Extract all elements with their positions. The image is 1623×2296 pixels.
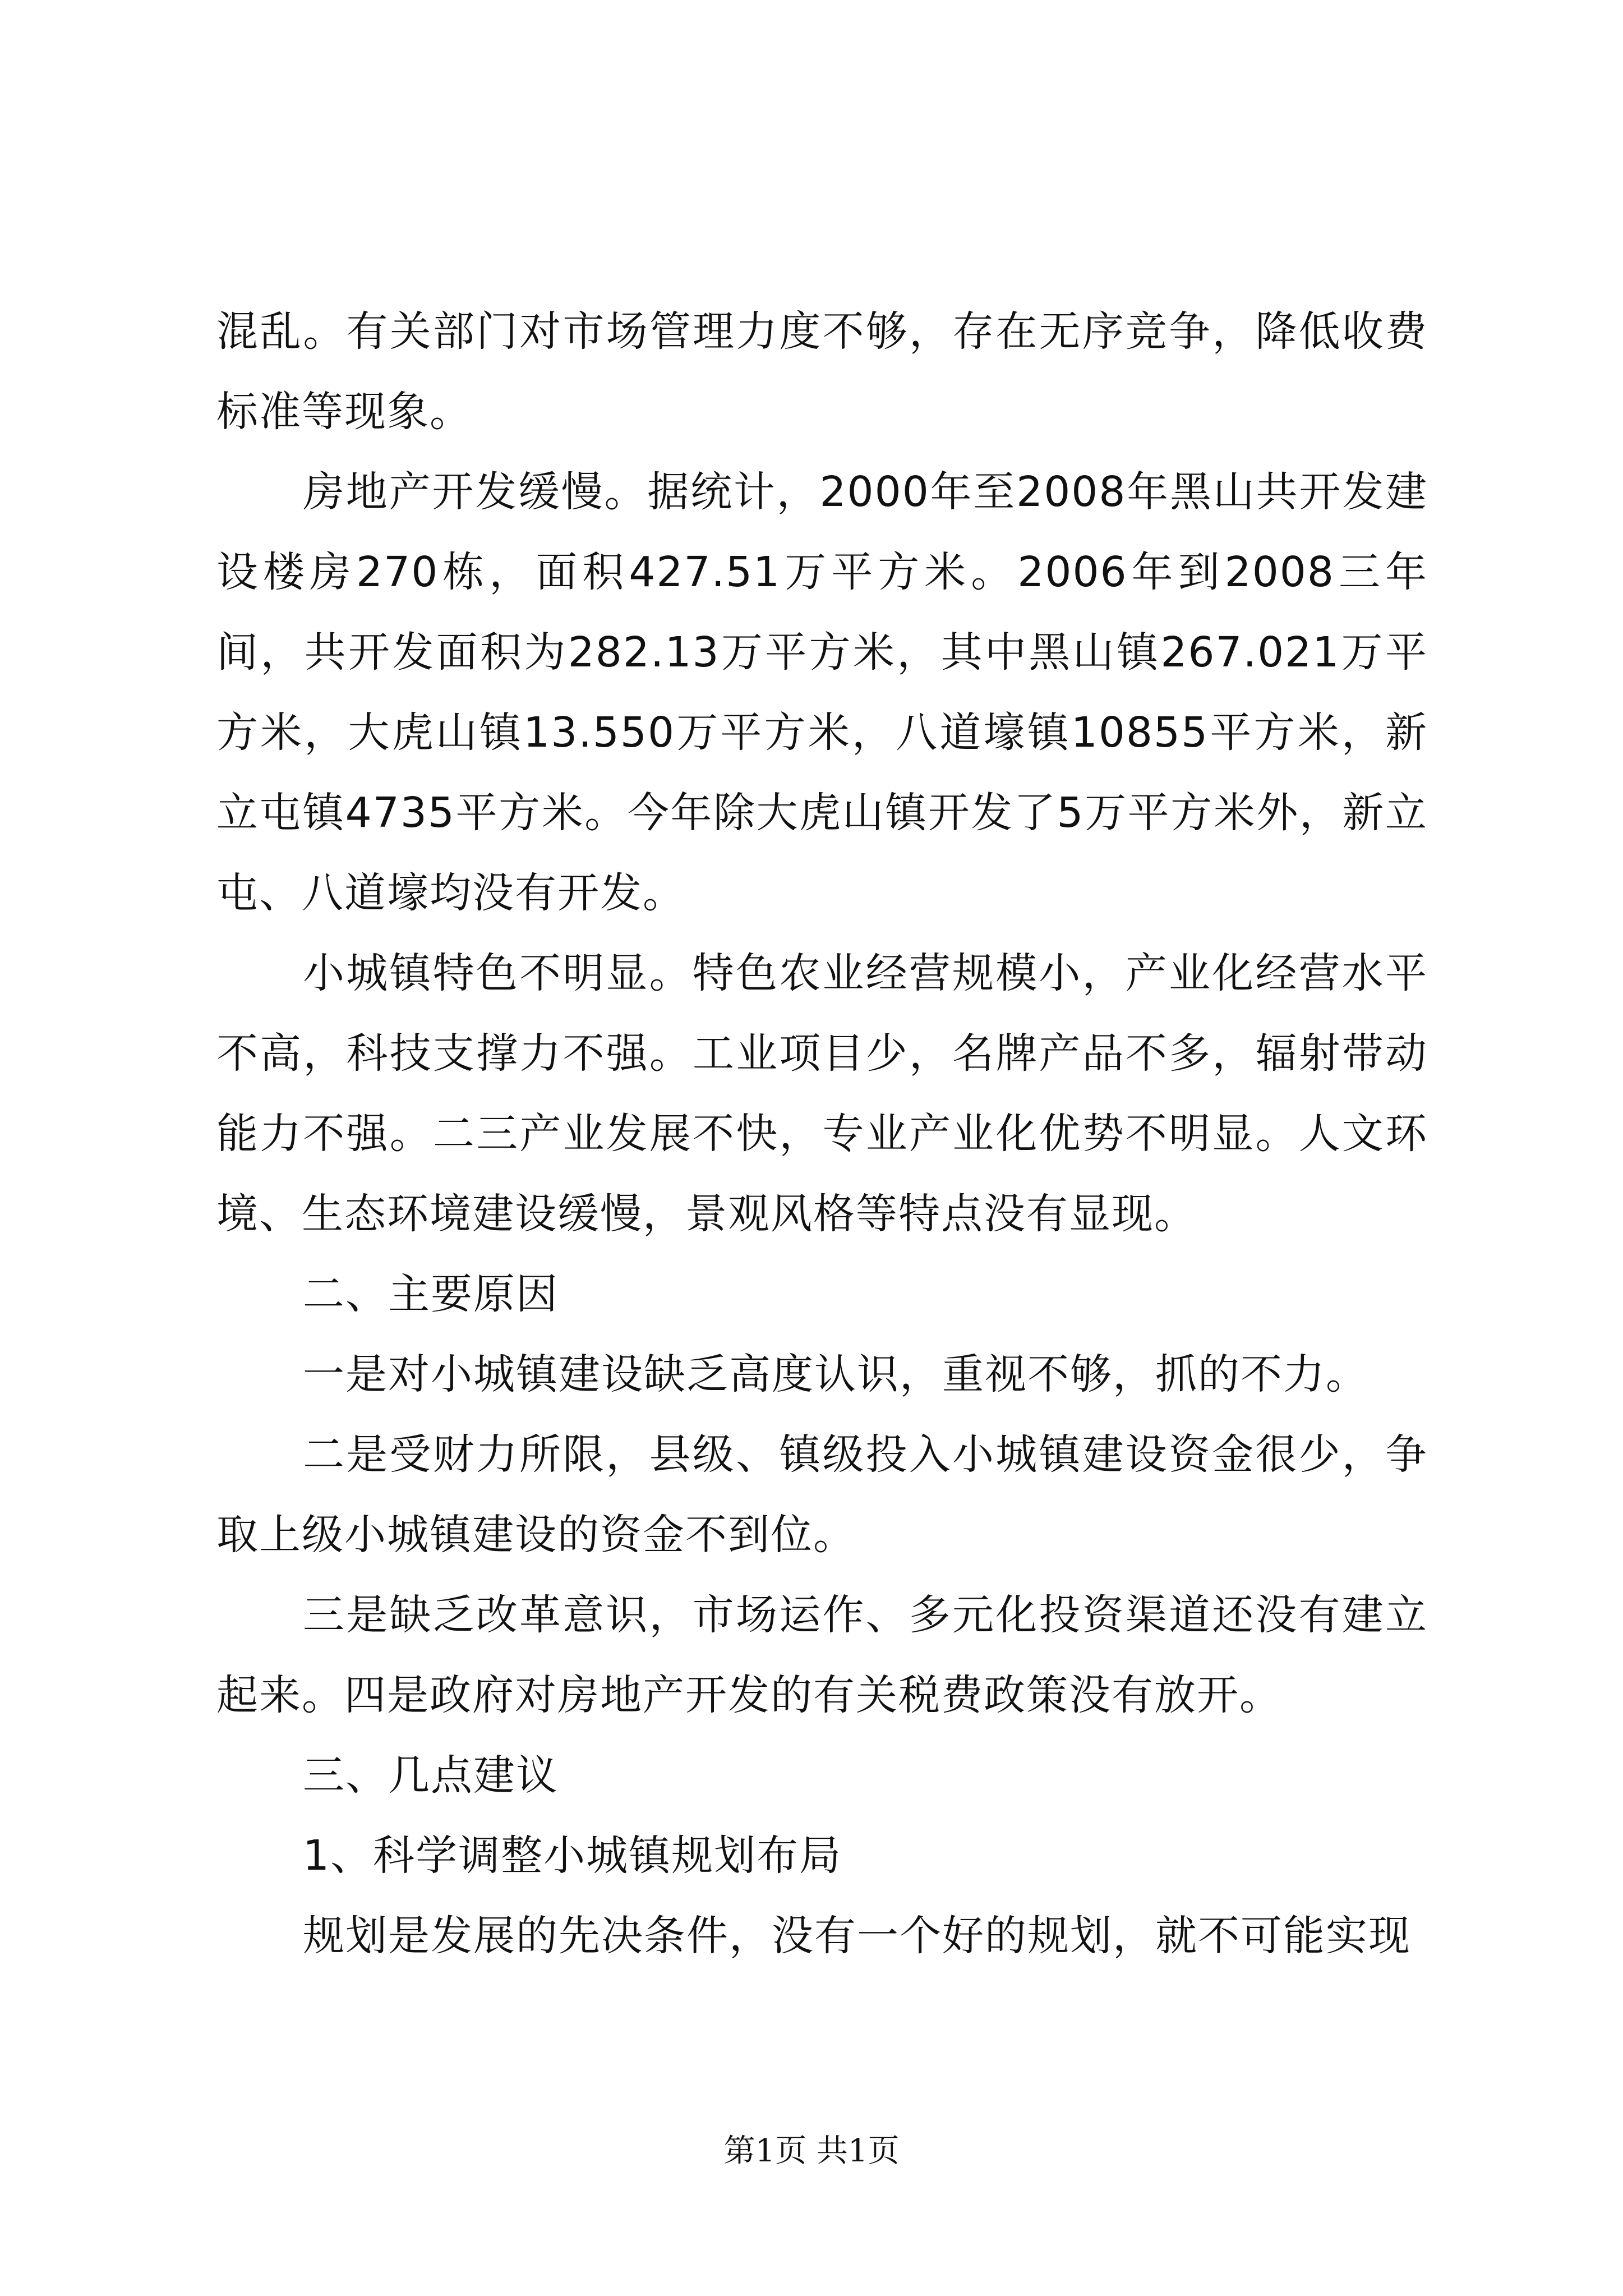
paragraph: 三是缺乏改革意识，市场运作、多元化投资渠道还没有建立起来。四是政府对房地产开发的有关税费政策没有放开。 <box>216 1591 1428 1719</box>
paragraph: 一是对小城镇建设缺乏高度认识，重视不够，抓的不力。 <box>303 1350 1368 1398</box>
paragraph: 小城镇特色不明显。特色农业经营规模小，产业化经营水平不高，科技支撑力不强。工业项目少，名牌产品不多，辐射带动能力不强。二三产业发展不快，专业产业化优势不明显。人文环境、生态环境建设缓慢，景观风格等特点没有显现。 <box>216 949 1428 1238</box>
section-heading: 二、主要原因 <box>303 1270 559 1318</box>
paragraph: 二是受财力所限，县级、镇级投入小城镇建设资金很少，争取上级小城镇建设的资金不到位。 <box>216 1430 1428 1559</box>
paragraph: 混乱。有关部门对市场管理力度不够，存在无序竞争，降低收费标准等现象。 <box>216 307 1428 436</box>
paragraph: 房地产开发缓慢。据统计，2000年至2008年黑山共开发建设楼房270栋，面积427.51万平方米。2006年到2008三年间，共开发面积为282.13万平方米，其中黑山镇267.021万平方米，大虎山镇13.550万平方米，八道壕镇10855平方米，新立屯镇4735平方米。今年除大虎山镇开发了5万平方米外，新立屯、八道壕均没有开发。 <box>216 468 1428 917</box>
page-footer: 第1页 共1页 <box>723 2133 900 2169</box>
subsection-heading: 1、科学调整小城镇规划布局 <box>303 1832 842 1880</box>
paragraph: 规划是发展的先决条件，没有一个好的规划，就不可能实现 <box>303 1912 1411 1960</box>
section-heading: 三、几点建议 <box>303 1751 559 1800</box>
document-body <box>216 292 1428 1976</box>
